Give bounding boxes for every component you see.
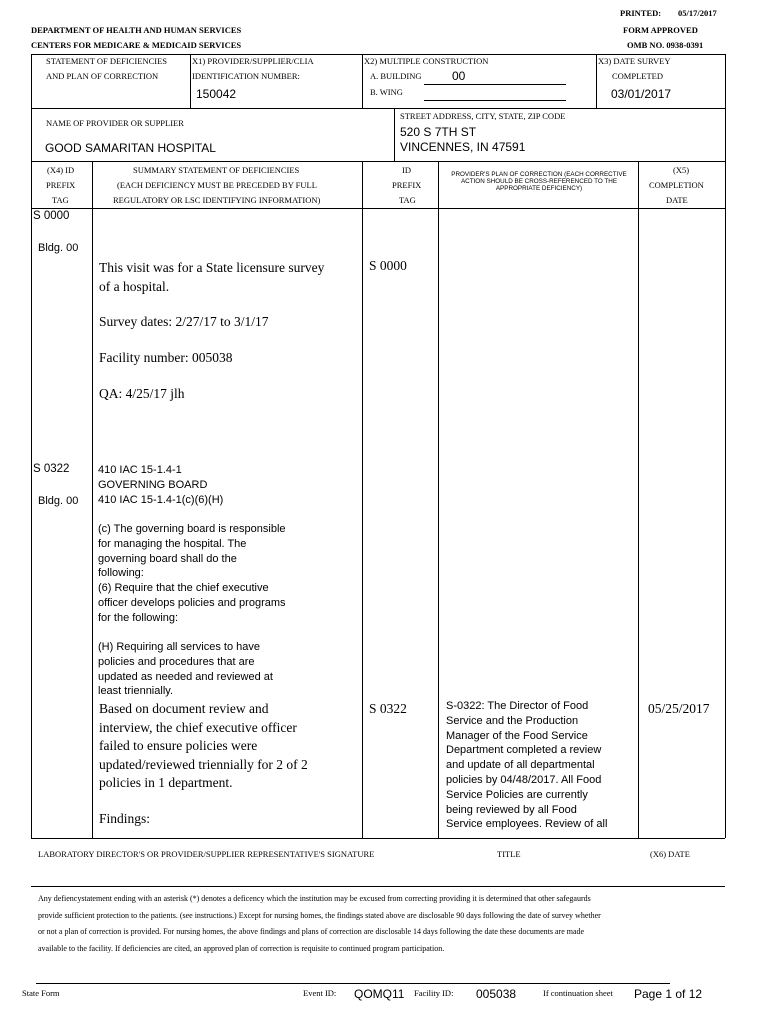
- date-header: DATE: [666, 195, 688, 205]
- facility-id: 005038: [476, 987, 517, 1001]
- building-value: 00: [452, 69, 466, 83]
- building-label: A. BUILDING: [370, 71, 422, 81]
- regulation-reference: 410 IAC 15-1.4-1 GOVERNING BOARD 410 IAC 15-1.4-1(c)(6)(H): [98, 464, 224, 506]
- building-tag-1: Bldg. 00: [38, 242, 79, 254]
- x4-prefix-header: PREFIX: [46, 180, 76, 190]
- survey-completed-date: 03/01/2017: [611, 87, 672, 101]
- completed-label: COMPLETED: [612, 71, 663, 81]
- signature-label: LABORATORY DIRECTOR'S OR PROVIDER/SUPPLIER REPRESENTATIVE'S SIGNATURE: [38, 849, 375, 859]
- id-tag-header: TAG: [399, 195, 416, 205]
- summary-subheader: (EACH DEFICIENCY MUST BE PRECEDED BY FULL: [117, 180, 317, 190]
- city-state-zip: VINCENNES, IN 47591: [400, 140, 526, 154]
- requirement-h-text: (H) Requiring all services to have policies and procedures that are updated as needed and reviewed at least triennially.: [98, 641, 273, 698]
- completion-header: COMPLETION: [649, 180, 704, 190]
- id-header: ID: [402, 165, 411, 175]
- state-form-label: State Form: [22, 988, 60, 998]
- x3-label: X3) DATE SURVEY: [598, 56, 671, 66]
- tag-s0000-right: S 0000: [369, 258, 407, 273]
- x4-tag-header: TAG: [52, 195, 69, 205]
- tag-s0000: S 0000: [33, 210, 70, 222]
- id-prefix-header: PREFIX: [392, 180, 422, 190]
- plan-label: AND PLAN OF CORRECTION: [46, 71, 159, 81]
- address-label: STREET ADDRESS, CITY, STATE, ZIP CODE: [400, 111, 566, 121]
- visit-description: This visit was for a State licensure survey of a hospital.: [99, 260, 325, 294]
- continuation-label: If continuation sheet: [543, 988, 613, 998]
- x6-date-label: (X6) DATE: [650, 849, 690, 859]
- x1-label: X1) PROVIDER/SUPPLIER/CLIA: [192, 56, 314, 66]
- printed-date: 05/17/2017: [678, 8, 717, 18]
- provider-name: GOOD SAMARITAN HOSPITAL: [45, 141, 216, 155]
- x4-id-header: (X4) ID: [47, 165, 75, 175]
- printed-label: PRINTED:: [620, 8, 662, 18]
- x2-label: X2) MULTIPLE CONSTRUCTION: [364, 56, 489, 66]
- tag-s0322-right: S 0322: [369, 701, 407, 716]
- building-tag-2: Bldg. 00: [38, 495, 79, 507]
- cms-title: CENTERS FOR MEDICARE & MEDICAID SERVICES: [31, 40, 242, 50]
- x1-id-label: IDENTIFICATION NUMBER:: [192, 71, 300, 81]
- provider-name-label: NAME OF PROVIDER OR SUPPLIER: [46, 118, 184, 128]
- plan-of-correction-header: PROVIDER'S PLAN OF CORRECTION (EACH CORRECTIVE ACTION SHOULD BE CROSS-REFERENCED TO THE APPROPRIATE DEFICIENCY): [451, 171, 627, 192]
- summary-header: SUMMARY STATEMENT OF DEFICIENCIES: [133, 165, 300, 175]
- street-address: 520 S 7TH ST: [400, 125, 477, 139]
- form-approved: FORM APPROVED: [623, 25, 698, 35]
- provider-number: 150042: [196, 87, 237, 101]
- wing-label: B. WING: [370, 87, 403, 97]
- title-label: TITLE: [497, 849, 521, 859]
- completion-date: 05/25/2017: [648, 701, 710, 716]
- event-id-label: Event ID:: [303, 988, 337, 998]
- x5-header: (X5): [673, 165, 690, 175]
- qa-note: QA: 4/25/17 jlh: [99, 386, 185, 401]
- omb-number: OMB NO. 0938-0391: [627, 40, 704, 50]
- statement-label: STATEMENT OF DEFICIENCIES: [46, 56, 168, 66]
- finding-statement: Based on document review and interview, the chief executive officer failed to ensure policies were updated/reviewed triennially for 2 of 2 policies in 1 department.: [99, 701, 308, 790]
- governing-board-text: (c) The governing board is responsible for managing the hospital. The governing board shall do the following: (6) Require that the chief executive officer develops policies and programs for the following:: [98, 523, 286, 624]
- page-number: Page 1 of 12: [634, 987, 703, 1001]
- plan-of-correction-text: S-0322: The Director of Food Service and the Production Manager of the Food Service Department completed a review and update of all departmental policies by 04/48/2017. All Food Service Policies are currently being reviewed by all Food Service employees. Review of all: [446, 700, 608, 831]
- tag-s0322: S 0322: [33, 463, 70, 475]
- facility-number: Facility number: 005038: [99, 350, 233, 365]
- event-id: QOMQ11: [354, 987, 405, 1001]
- facility-id-label: Facility ID:: [414, 988, 454, 998]
- findings-label: Findings:: [99, 811, 151, 826]
- survey-dates: Survey dates: 2/27/17 to 3/1/17: [99, 314, 269, 329]
- summary-subheader-2: REGULATORY OR LSC IDENTIFYING INFORMATION): [113, 195, 321, 205]
- department-title: DEPARTMENT OF HEALTH AND HUMAN SERVICES: [31, 25, 242, 35]
- footnote-disclaimer: Any defiencystatement ending with an asterisk (*) denotes a deficency which the institution may be excused from correcting providing it is determined that other safegaurds provide sufficient protection to the patients. (see instructions.) Except for nursing homes, the findings stated above are disclosable 90 days following the date of survey whether or not a plan of correction is provided. For nursing homes, the above findings and plans of correction are disclosable 14 days following the date these documents are made available to the facility. If deficiencies are cited, an approved plan of correction is requisite to continued program participation.: [38, 894, 601, 953]
